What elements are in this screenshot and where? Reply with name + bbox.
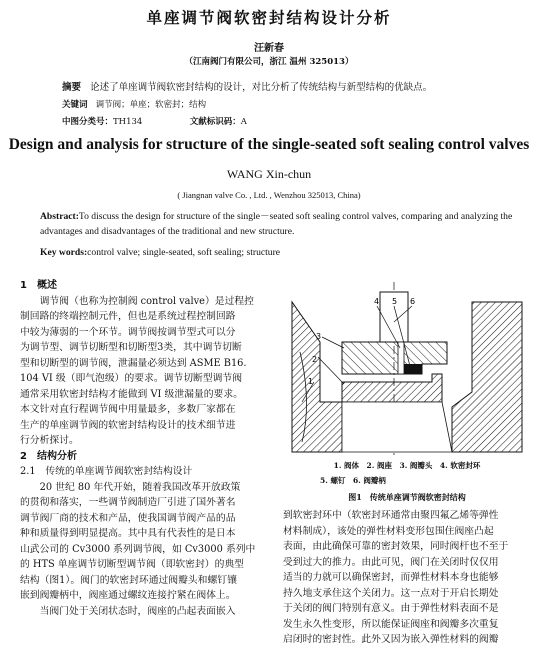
clc-label: 中图分类号： — [62, 117, 114, 127]
body-line: 行分析探讨。 — [20, 435, 79, 446]
body-line: 当阀门处于关闭状态时，阀座的凸起表面嵌入 — [20, 605, 236, 617]
keywords-en-label: Key words: — [40, 247, 88, 258]
body-line: 适当的力就可以确保密封，而弹性材料本身也能够 — [283, 572, 499, 583]
abstract-en-text: To discuss the design for structure of the single－seated soft sealing control valves, comparing and analyzing the advantages and disadvantages of the traditional and new structure. — [40, 211, 513, 237]
paper-title-cn: 单座调节阀软密封结构设计分析 — [146, 9, 392, 27]
screw — [398, 342, 404, 374]
figure-legend-line: 5. 螺钉 6. 阀瓣柄 — [320, 476, 386, 485]
subsection-heading: 2.1 传统的单座调节阀软密封结构设计 — [20, 466, 193, 477]
figure-caption: 图1 传统单座调节阀软密封结构 — [348, 492, 466, 502]
body-line: 的贯彻和落实，一些调节阀制造厂引进了国外著名 — [20, 497, 236, 508]
callout-label: 4 — [374, 297, 380, 306]
clc-value: TH134 — [113, 117, 143, 127]
body-line: 通常采用软密封结构才能做到 VI 级泄漏量的要求。 — [20, 388, 243, 400]
body-line: 受到过大的推力。由此可见，阀门在关闭时仅仅用 — [283, 556, 499, 568]
body-line: 为调节型、调节切断型和切断型3类，其中调节切断 — [20, 342, 242, 353]
callout-label: 5 — [392, 297, 398, 306]
soft-seal-ring — [404, 364, 422, 374]
body-line: 到软密封环中（软密封环通常由聚四氟乙烯等弹性 — [283, 510, 499, 521]
abstract-cn-label: 摘要 — [62, 82, 82, 93]
left-column — [20, 278, 268, 619]
valve-plug-head — [342, 342, 447, 374]
body-line: 于关闭的阀门特别有意义。由于弹性材料表面不是 — [283, 603, 499, 614]
keywords-cn — [62, 98, 206, 110]
doc-code-value: A — [240, 117, 247, 127]
body-line: 20 世纪 80 年代开始，随着我国改革开放政策 — [20, 481, 241, 493]
abstract-en — [40, 210, 520, 239]
body-line: 山武公司的 Cv3000 系列调节阀，如 Cv3000 系列中 — [20, 543, 256, 555]
body-line: 种和质量得到明显提高。其中具有代表性的是日本 — [20, 528, 236, 539]
keywords-en-text: control valve; single-seated, soft sealing; structure — [87, 247, 281, 258]
classification-line — [62, 115, 247, 127]
paper-title-en: Design and analysis for structure of the single-seated soft sealing control valves — [8, 136, 530, 153]
abstract-cn-text: 论述了单座调节阀软密封结构的设计，对比分析了传统结构与新型结构的优缺点。 — [90, 82, 433, 93]
author-cn: 汪新春 — [254, 43, 284, 54]
body-line: 调节阀厂商的技术和产品，使我国调节阀产品的品 — [20, 512, 236, 524]
body-line: 嵌到阀瓣柄中，阀座通过螺纹连接拧紧在阀体上。 — [20, 590, 236, 601]
section-heading: 2 结构分析 — [20, 450, 77, 462]
section-heading: 1 概述 — [20, 280, 57, 291]
body-line: 制回路的终端控制元件，但也是系统过程控制回路 — [20, 311, 236, 322]
keywords-cn-label: 关键词 — [62, 100, 88, 110]
body-line: 启闭时的密封性。此外又因为嵌入弹性材料的阀瓣 — [283, 634, 499, 645]
abstract-en-label: Abstract: — [40, 211, 79, 222]
body-line: 表面，由此确保可靠的密封效果，同时阀杆也不至于 — [283, 541, 509, 552]
callout-label: 3 — [316, 332, 322, 341]
callout-label: 2 — [312, 355, 318, 364]
keywords-en — [40, 247, 280, 258]
affiliation-en: ( Jiangnan valve Co. , Ltd. , Wenzhou 325013, China) — [177, 190, 361, 200]
body-line: 持久地支承住这个关闭力。这一点对于开启长期处 — [283, 587, 499, 599]
body-line: 的 HTS 单座调节切断型调节阀（即软密封）的典型 — [20, 559, 244, 570]
valve-body-right — [452, 302, 522, 452]
valve-cross-section — [282, 282, 532, 457]
callout-label: 1 — [308, 377, 314, 386]
body-line: 材料制成），该处的弹性材料变形包围住阀座凸起 — [283, 525, 494, 537]
doc-code-label: 文献标识码： — [189, 117, 241, 127]
author-en: WANG Xin-chun — [226, 167, 312, 181]
body-line: 结构（图1）。阀门的软密封环通过阀瓣头和螺钉镶 — [20, 574, 237, 586]
valve-seat — [342, 374, 442, 402]
right-column — [283, 508, 533, 648]
valve-body-left — [292, 302, 342, 452]
body-line: 中较为薄弱的一个环节。调节阀按调节型式可以分 — [20, 326, 236, 338]
body-line: 发生永久性变形，所以能保证阀座和阀瓣多次重复 — [283, 618, 499, 630]
body-line: 调节阀（也称为控制阀 control valve）是过程控 — [20, 295, 254, 307]
body-line: 本文针对直行程调节阀中用量最多，多数厂家都在 — [20, 404, 236, 415]
body-line: 生产的单座调节阀的软密封结构设计的技术细节进 — [20, 419, 236, 431]
keywords-cn-text: 调节阀；单座；软密封；结构 — [95, 100, 207, 110]
figure-legend-line: 1. 阀体 2. 阀座 3. 阀瓣头 4. 软密封环 — [333, 461, 481, 470]
callout-label: 6 — [410, 297, 416, 306]
abstract-cn — [62, 79, 532, 93]
body-line: 型和切断型的调节阀，泄漏量必须达到 ASME B16. — [20, 357, 247, 369]
figure-1-legend — [282, 460, 532, 503]
affiliation-cn: （江南阀门有限公司，浙江 温州 325013） — [184, 57, 354, 67]
body-line: 104 VI 级（即气泡级）的要求。调节切断型调节阀 — [20, 373, 243, 384]
figure-1-drawing — [282, 282, 532, 457]
